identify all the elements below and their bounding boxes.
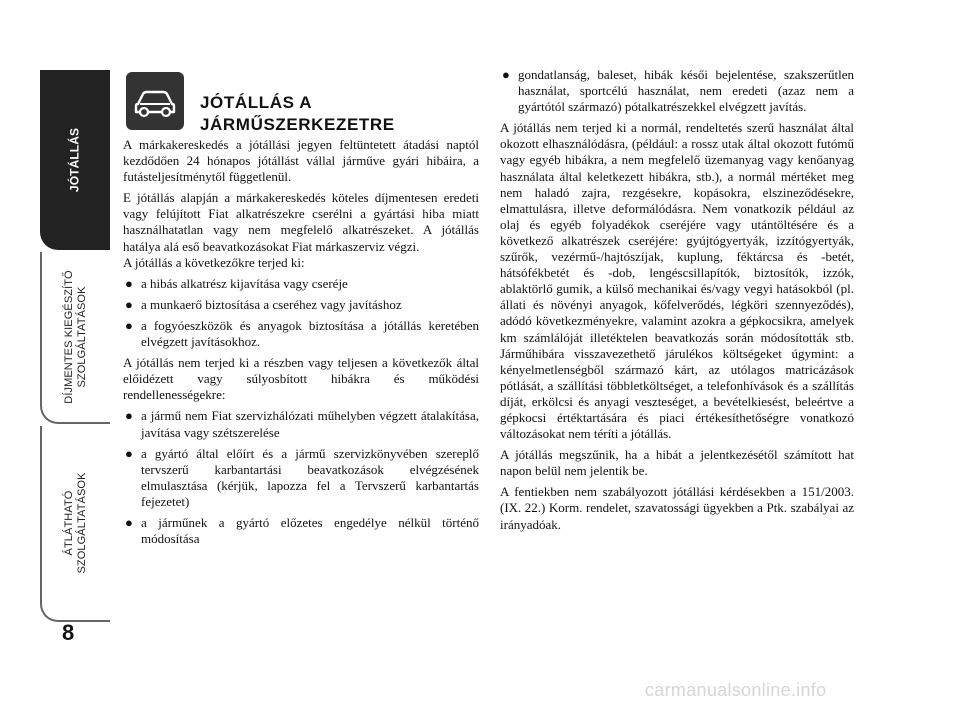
paragraph: A márkakereskedés a jótállási jegyen feltüntetett átadási naptól kezdődően 24 hónapos jótállást vállal járműve gyári hibáira, a futásteljesítménytől függetlenül. — [123, 137, 479, 185]
page-title: JÓTÁLLÁS A JÁRMŰSZERKEZETRE — [200, 93, 395, 134]
bullet-icon: ● — [502, 67, 510, 82]
section-tabs — [40, 70, 110, 630]
tab-dijmentes-szolgaltatasok[interactable] — [40, 252, 110, 424]
bullet-icon: ● — [125, 275, 133, 291]
list-item: ● a hibás alkatrész kijavítása vagy cseréje — [125, 275, 348, 291]
list-item: ● a gyártó által előírt és a jármű szervizkönyvében szereplő tervszerű karbantartási beavatkozások elvégzésének elmulasztása (kérjük, lapozza fel a Tervszerű karbantartás fejezetet) — [125, 445, 479, 509]
car-icon — [126, 72, 184, 130]
list-item: ● a jármű nem Fiat szervizhálózati műhelyben végzett átalakítása, javítása vagy szétszerelése — [125, 408, 479, 440]
bullet-icon: ● — [125, 445, 133, 461]
paragraph: A jótállás megszűnik, ha a hibát a jelentkezésétől számított hat napon belül nem jelentik be. — [500, 447, 854, 479]
left-column — [123, 137, 479, 552]
page-number: 8 — [62, 620, 75, 645]
paragraph: A jótállás a következőkre terjed ki: — [123, 254, 305, 270]
paragraph: A jótállás nem terjed ki a normál, rendeltetés szerű használat által okozott elhasználódásra, (például: a rossz utak által okozott futómű vagy egyéb hibákra, a nem megfelelő üzemanyag vagy kenőanyag használata által keletkezett hibákra, stb.), a normál mértéket meg nem haladó zajra, rezgésekre, kopásokra, elszineződésekre, elmattulásra, illetve deformálódásra. Nem vonatkozik például az olaj és egyéb folyadékok cseréjére vagy utántöltésére és a következő alkatrészek cseréjére: gyújtógyertyák, izzítógyertyák, szűrők, vezérmű-/hajtószíjak, kuplung, féktárcsa és -betét, hátsófékbetét és -dob, lengéscsillapítók, biztosítók, izzók, ablaktörlő gumik, a külső mechanikai és/vagy vegyi hatásokból (pl. állati és növényi anyagok, kőfelverődés, légköri szennyeződés), adódó következményekre, valamint azokra a gépkocsikra, amelyek km számlálóját illetéktelen beavatkozás során módosították stb. Járműhibára visszavezethető járulékos költségeket úgymint: a kényelmetlenségből származó kárt, az utólagos matricázások pótlását, a szállítási többletköltséget, a telefonhívások és a szállítás díját, erkölcsi és anyagi veszteséget, a bevételkiesést, beleértve a gépkocsi értéktartására és piaci értékesíthetőségre vonatkozó változásokat nem téríti a jótállás. — [500, 120, 854, 442]
tab-jotallas-label: JÓTÁLLÁS — [67, 127, 82, 193]
exclusion-list — [123, 408, 479, 547]
watermark: carmanualsonline.info — [645, 680, 827, 700]
paragraph: E jótállás alapján a márkakereskedés köteles díjmentesen eredeti vagy felújított Fiat alkatrészekre cserélni a gyártási hiba miatt használhatatlan vagy nem megfelelő alkatrészeket. A jótállás hatálya alá eső beavatkozásokat Fiat márkaszerviz végzi. — [123, 190, 479, 254]
tab-atlathato-label: ÁTLÁTHATÓ SZOLGÁLTATÁSOK — [63, 472, 88, 574]
bullet-icon: ● — [125, 408, 133, 424]
bullet-icon: ● — [125, 514, 133, 530]
coverage-list — [123, 276, 479, 350]
paragraph: A jótállás nem terjed ki a részben vagy teljesen a következők által előidézett vagy súlyosbított hibákra és működési rendellenességekre: — [123, 355, 479, 403]
bullet-icon: ● — [125, 296, 133, 312]
list-item: ● gondatlanság, baleset, hibák késői bejelentése, szakszerűtlen használat, sportcélú használat, nem eredeti (azaz nem a gyártótól származó) pótalkatrészekkel elvégzett javítás. — [502, 67, 854, 115]
paragraph: A fentiekben nem szabályozott jótállási kérdésekben a 151/2003. (IX. 22.) Korm. rendelet, szavatossági ügyekben a Ptk. szabályai az irányadóak. — [500, 484, 854, 532]
tab-jotallas[interactable] — [40, 70, 110, 250]
right-column — [500, 67, 854, 538]
bullet-icon: ● — [125, 317, 133, 333]
exclusion-list-continued — [500, 67, 854, 115]
list-item: ● a fogyóeszközök és anyagok biztosítása a jótállás keretében elvégzett javításokhoz. — [125, 317, 479, 350]
list-item: ● a munkaerő biztosítása a cseréhez vagy javításhoz — [125, 296, 402, 312]
tab-dijmentes-label: DÍJMENTES KIEGÉSZÍTŐ SZOLGÁLTATÁSOK — [63, 270, 88, 404]
list-item: ● a járműnek a gyártó előzetes engedélye nélkül történő módosítása — [125, 514, 479, 547]
tab-atlathato-szolgaltatasok[interactable] — [40, 426, 110, 622]
